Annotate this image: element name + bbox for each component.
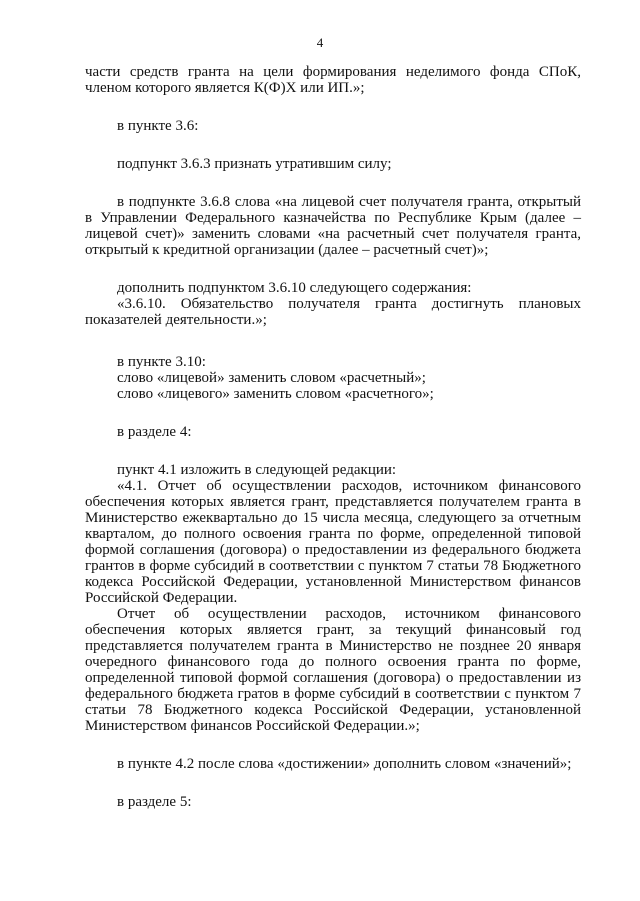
paragraph: «4.1. Отчет об осуществлении расходов, источником финансового обеспечения которых является грант, представляется получателем гранта в Министерство ежеквартально до 15 числа месяца, следующего за отчетным кварталом, до полного освоения гранта по форме, определенной типовой формой соглашения (договора) о предоставлении из федерального бюджета грантов в форме субсидий в соответствии с пунктом 7 статьи 78 Бюджетного кодекса Российской Федерации, установленной Министерством финансов Российской Федерации.	[85, 478, 581, 606]
paragraph: «3.6.10. Обязательство получателя гранта достигнуть плановых показателей деятельности.»;	[85, 296, 581, 328]
paragraph: дополнить подпунктом 3.6.10 следующего содержания:	[117, 280, 472, 296]
paragraph: в подпункте 3.6.8 слова «на лицевой счет получателя гранта, открытый в Управлении Федерального казначейства по Республике Крым (далее – лицевой счет)» заменить словами «на расчетный счет получателя гранта, открытый к кредитной организации (далее – расчетный счет)»;	[85, 194, 581, 258]
paragraph: пункт 4.1 изложить в следующей редакции:	[117, 462, 397, 478]
paragraph: в разделе 5:	[117, 794, 192, 810]
paragraph: слово «лицевой» заменить словом «расчетный»;	[117, 370, 426, 386]
document-body	[85, 64, 581, 810]
paragraph: в разделе 4:	[117, 424, 192, 440]
paragraph: Отчет об осуществлении расходов, источником финансового обеспечения которых является грант, за текущий финансовый год представляется получателем гранта в Министерство не позднее 20 января очередного финансового года до полного освоения гранта по форме, определенной типовой формой соглашения (договора) о предоставлении из федерального бюджета гратов в форме субсидий в соответствии с пунктом 7 статьи 78 Бюджетного кодекса Российской Федерации, установленной Министерством финансов Российской Федерации.»;	[85, 606, 581, 734]
paragraph: части средств гранта на цели формирования неделимого фонда СПоК, членом которого является К(Ф)Х или ИП.»;	[85, 64, 581, 96]
page-number: 4	[316, 35, 324, 50]
paragraph: в пункте 3.10:	[117, 354, 206, 370]
paragraph: подпункт 3.6.3 признать утратившим силу;	[117, 156, 392, 172]
paragraph: в пункте 3.6:	[117, 118, 199, 134]
paragraph: в пункте 4.2 после слова «достижении» дополнить словом «значений»;	[117, 756, 572, 772]
paragraph: слово «лицевого» заменить словом «расчетного»;	[117, 386, 434, 402]
